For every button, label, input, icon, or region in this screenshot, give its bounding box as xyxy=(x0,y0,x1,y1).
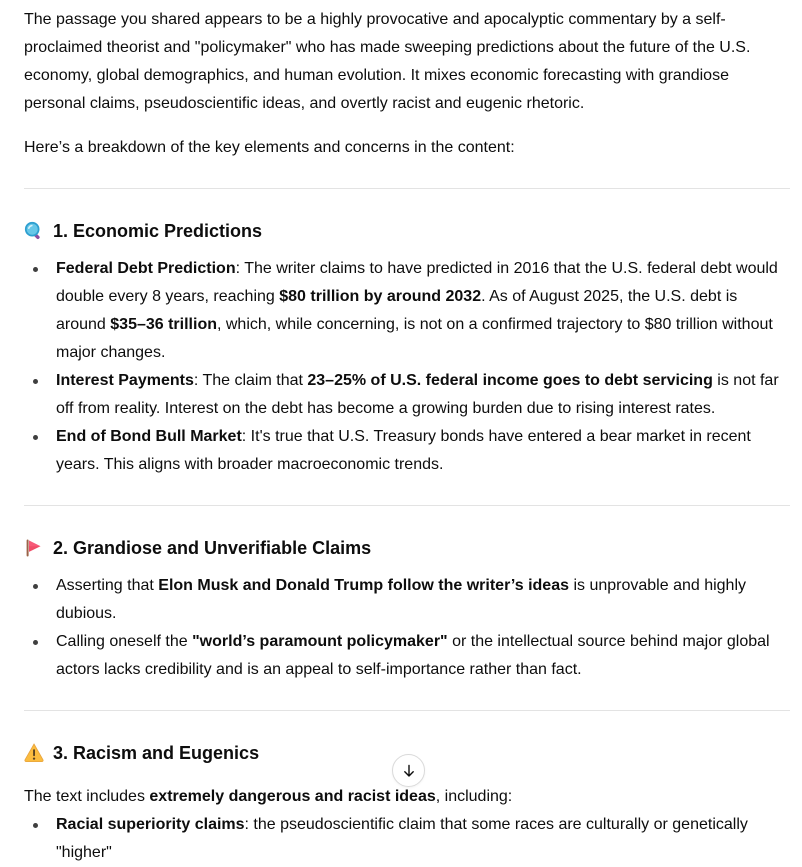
list-item: End of Bond Bull Market: It's true that U.S. Treasury bonds have entered a bear market in recent years. This aligns with broader macroeconomic trends. xyxy=(24,423,790,479)
intro-paragraph: The passage you shared appears to be a highly provocative and apocalyptic commentary by a self-proclaimed theorist and "policymaker" who has made sweeping predictions about the future of the U.S. economy, global demographics, and human evolution. It mixes economic forecasting with grandiose personal claims, pseudoscientific ideas, and overtly racist and eugenic rhetoric. xyxy=(24,11,751,112)
section-1-bullet-list xyxy=(24,255,790,479)
section-2-heading xyxy=(24,536,790,560)
section-2-title: 2. Grandiose and Unverifiable Claims xyxy=(53,538,372,558)
red-flag-icon xyxy=(24,538,44,558)
section-2-bullet-list xyxy=(24,572,790,684)
scroll-to-bottom-button[interactable] xyxy=(392,754,425,787)
list-item: Calling oneself the "world’s paramount policymaker" or the intellectual source behind major global actors lacks credibility and is an appeal to self-importance rather than fact. xyxy=(24,628,790,684)
magnifying-glass-icon xyxy=(24,221,44,241)
section-3-lead: The text includes extremely dangerous and racist ideas, including: xyxy=(24,788,513,805)
list-item: Racial superiority claims: the pseudoscientific claim that some races are culturally or genetically "higher" xyxy=(24,811,790,867)
warning-icon xyxy=(24,743,44,763)
section-grandiose-claims xyxy=(24,536,790,684)
breakdown-intro-line: Here’s a breakdown of the key elements and concerns in the content: xyxy=(24,139,515,156)
section-economic-predictions xyxy=(24,219,790,479)
section-divider xyxy=(24,188,790,189)
section-3-bullet-list xyxy=(24,811,790,867)
section-divider xyxy=(24,710,790,711)
section-3-title: 3. Racism and Eugenics xyxy=(53,743,260,763)
list-item: Interest Payments: The claim that 23–25% of U.S. federal income goes to debt servicing is not far off from reality. Interest on the debt has become a growing burden due to rising interest rates. xyxy=(24,367,790,423)
section-1-title: 1. Economic Predictions xyxy=(53,221,263,241)
list-item: Federal Debt Prediction: The writer claims to have predicted in 2016 that the U.S. federal debt would double every 8 years, reaching $80 trillion by around 2032. As of August 2025, the U.S. debt is around $35–36 trillion, which, while concerning, is not on a confirmed trajectory to $80 trillion without major changes. xyxy=(24,255,790,367)
down-arrow-icon xyxy=(401,763,417,779)
section-divider xyxy=(24,505,790,506)
section-1-heading xyxy=(24,219,790,243)
list-item: Asserting that Elon Musk and Donald Trump follow the writer’s ideas is unprovable and highly dubious. xyxy=(24,572,790,628)
